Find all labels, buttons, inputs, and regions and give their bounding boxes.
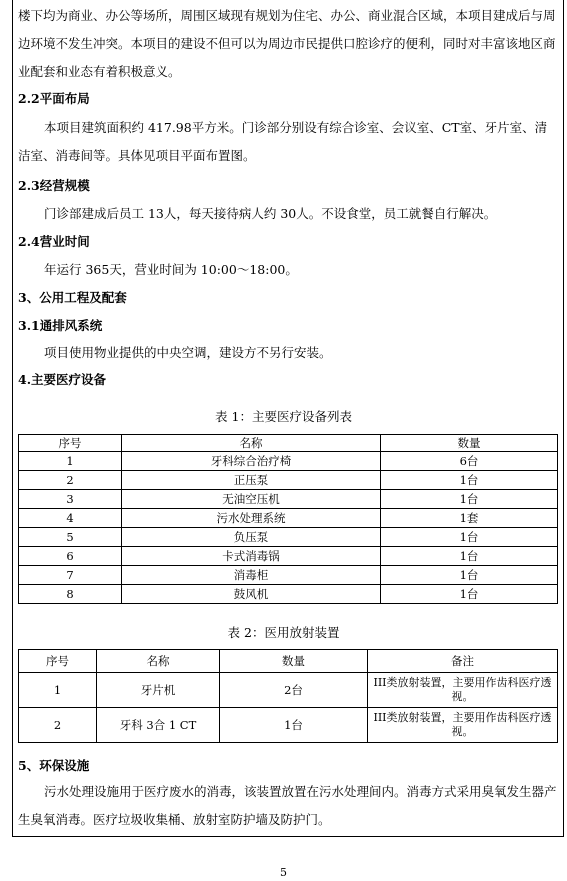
cell: 1套	[381, 509, 558, 528]
cell: 1	[19, 452, 122, 471]
table-header-row	[19, 650, 558, 673]
heading-2-2: 2.2平面布局	[18, 91, 90, 106]
cell: 无油空压机	[122, 490, 381, 509]
table-row	[19, 585, 558, 604]
cell: 1台	[381, 490, 558, 509]
page-number: 5	[280, 866, 287, 879]
heading-5: 5、环保设施	[18, 758, 90, 773]
cell: 卡式消毒锅	[122, 547, 381, 566]
table-row	[19, 528, 558, 547]
cell: 正压泵	[122, 471, 381, 490]
table-row	[19, 509, 558, 528]
cell: 6	[19, 547, 122, 566]
cell: 6台	[381, 452, 558, 471]
cell: 消毒柜	[122, 566, 381, 585]
paragraph-2-3: 门诊部建成后员工 13人，每天接待病人约 30人。不设食堂，员工就餐自行解决。	[44, 206, 497, 221]
cell: 鼓风机	[122, 585, 381, 604]
table-row	[19, 490, 558, 509]
table1-caption: 表 1：主要医疗设备列表	[215, 409, 352, 424]
heading-4: 4.主要医疗设备	[18, 372, 107, 387]
cell: 2	[19, 708, 97, 743]
cell: 5	[19, 528, 122, 547]
column-header: 名称	[97, 650, 220, 673]
remark-cell: III类放射装置，主要用作齿科医疗透视。	[368, 673, 558, 708]
table-row	[19, 452, 558, 471]
table-row	[19, 673, 558, 708]
cell: 4	[19, 509, 122, 528]
cell: 7	[19, 566, 122, 585]
equipment-table	[18, 434, 558, 604]
radiation-device-table	[18, 649, 558, 743]
paragraph-3-1: 项目使用物业提供的中央空调，建设方不另行安装。	[44, 345, 332, 360]
heading-2-3: 2.3经营规模	[18, 178, 90, 193]
cell: 污水处理系统	[122, 509, 381, 528]
cell: 牙片机	[97, 673, 220, 708]
column-header: 名称	[122, 435, 381, 452]
cell: 1台	[220, 708, 368, 743]
table-row	[19, 566, 558, 585]
paragraph-2-4: 年运行 365天，营业时间为 10:00～18:00。	[44, 262, 298, 277]
cell: 2台	[220, 673, 368, 708]
heading-3-1: 3.1通排风系统	[18, 318, 103, 333]
cell: 1台	[381, 585, 558, 604]
cell: 1台	[381, 547, 558, 566]
column-header: 数量	[220, 650, 368, 673]
heading-2-4: 2.4营业时间	[18, 234, 90, 249]
table-row	[19, 547, 558, 566]
column-header: 数量	[381, 435, 558, 452]
table2-caption: 表 2：医用放射装置	[227, 625, 340, 640]
paragraph-5: 污水处理设施用于医疗废水的消毒，该装置放置在污水处理间内。消毒方式采用臭氧发生器产生臭氧消毒。医疗垃圾收集桶、放射室防护墙及防护门。	[18, 784, 557, 827]
cell: 3	[19, 490, 122, 509]
table-row	[19, 471, 558, 490]
remark-cell: III类放射装置，主要用作齿科医疗透视。	[368, 708, 558, 743]
heading-3: 3、公用工程及配套	[18, 290, 127, 305]
column-header: 备注	[368, 650, 558, 673]
column-header: 序号	[19, 435, 122, 452]
cell: 1台	[381, 566, 558, 585]
table-header-row	[19, 435, 558, 452]
intro-paragraph: 楼下均为商业、办公等场所，周围区域现有规划为住宅、办公、商业混合区域，本项目建成后与周边环境不发生冲突。本项目的建设不但可以为周边市民提供口腔诊疗的便利，同时对丰富该地区商业配套和业态有着积极意义。	[18, 8, 556, 79]
cell: 1台	[381, 528, 558, 547]
table-row	[19, 708, 558, 743]
cell: 牙科综合治疗椅	[122, 452, 381, 471]
cell: 8	[19, 585, 122, 604]
column-header: 序号	[19, 650, 97, 673]
cell: 2	[19, 471, 122, 490]
cell: 1	[19, 673, 97, 708]
paragraph-2-2: 本项目建筑面积约 417.98平方米。门诊部分别设有综合诊室、会议室、CT室、牙片室、清洁室、消毒间等。具体见项目平面布置图。	[18, 120, 548, 163]
cell: 1台	[381, 471, 558, 490]
cell: 牙科 3合 1 CT	[97, 708, 220, 743]
cell: 负压泵	[122, 528, 381, 547]
